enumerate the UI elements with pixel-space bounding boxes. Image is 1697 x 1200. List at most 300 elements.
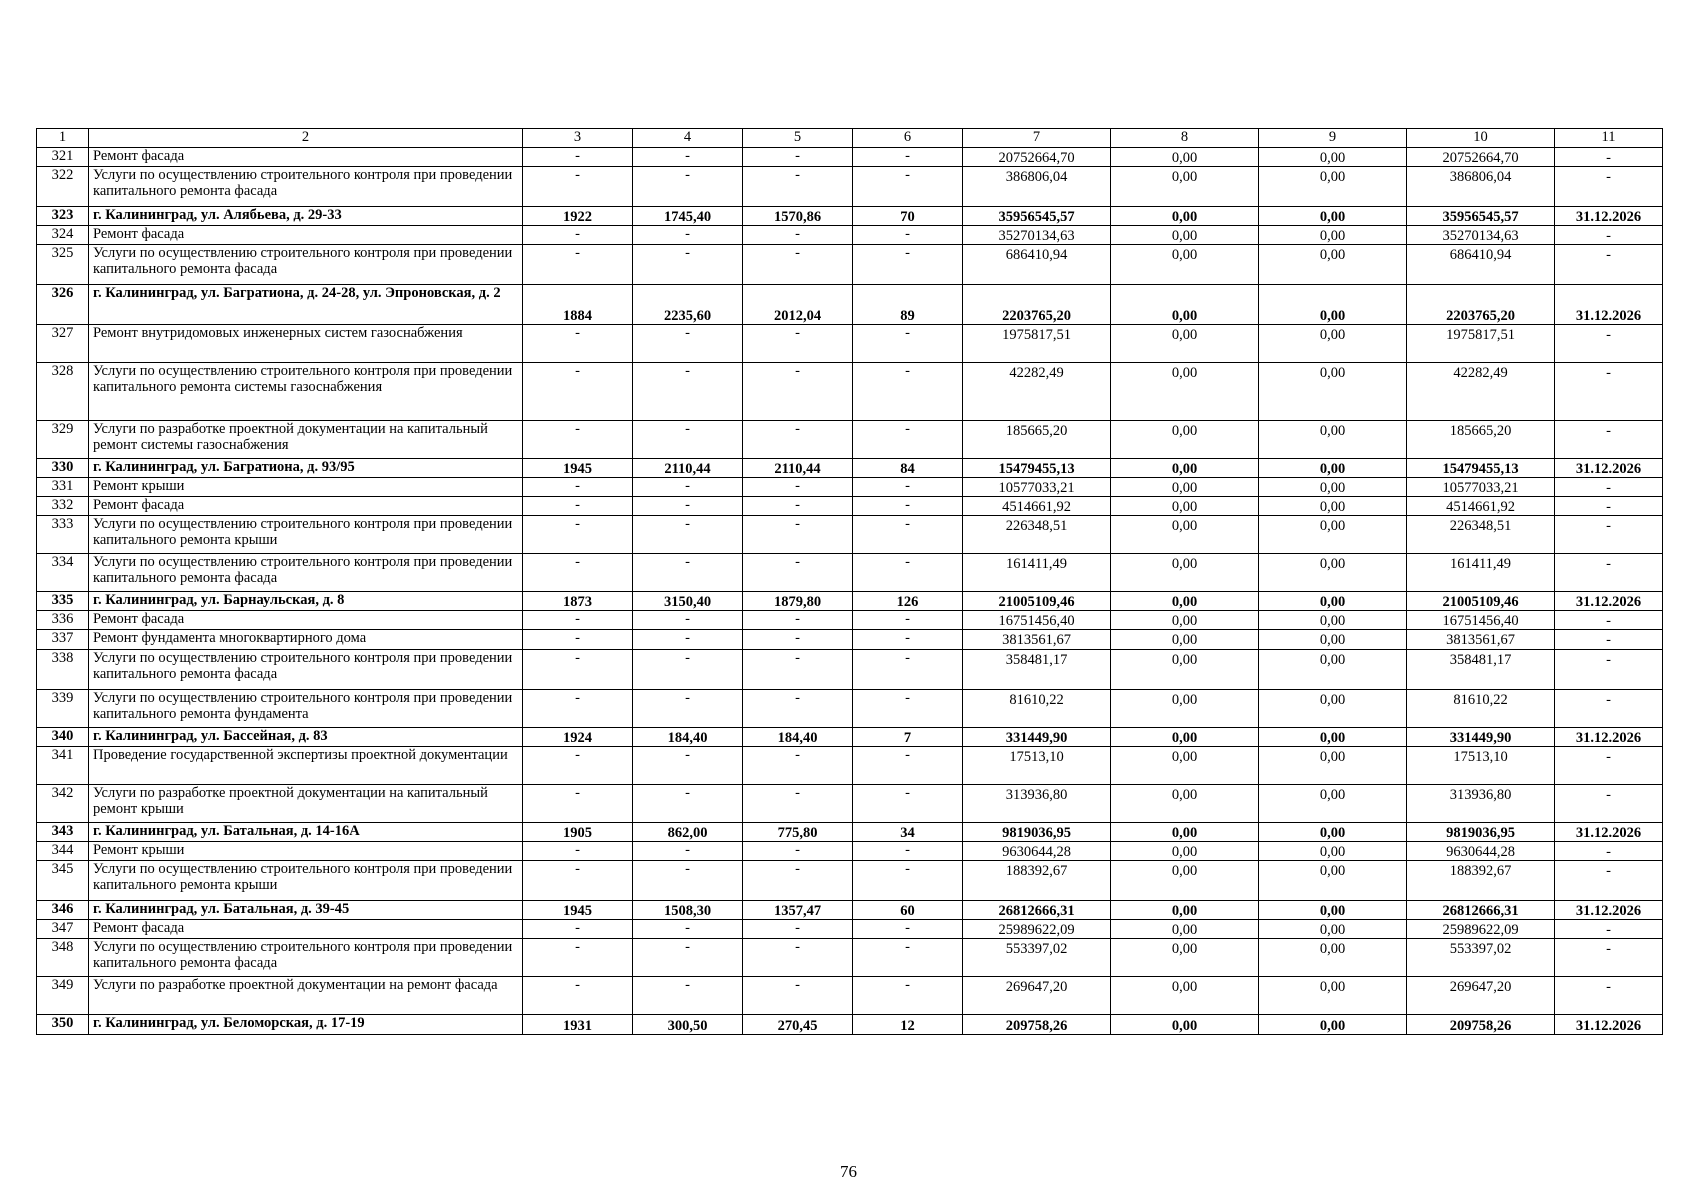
column-6-cell: 70 [853,207,963,226]
column-10-cell: 21005109,46 [1407,592,1555,611]
column-5-cell: - [743,611,853,630]
column-header-6: 6 [853,129,963,148]
row-number-cell: 328 [37,363,89,421]
column-6-cell: - [853,650,963,690]
column-4-cell: - [633,325,743,363]
column-5-cell: - [743,363,853,421]
column-3-cell: 1945 [523,901,633,920]
work-type-cell: Проведение государственной экспертизы проектной документации [89,747,523,785]
column-10-cell: 188392,67 [1407,861,1555,901]
column-header-2: 2 [89,129,523,148]
column-11-cell: - [1555,516,1663,554]
row-number-cell: 331 [37,478,89,497]
column-9-cell: 0,00 [1259,611,1407,630]
column-7-cell: 188392,67 [963,861,1111,901]
column-10-cell: 35270134,63 [1407,226,1555,245]
row-number-cell: 336 [37,611,89,630]
column-4-cell: - [633,497,743,516]
column-7-cell: 9630644,28 [963,842,1111,861]
column-3-cell: 1931 [523,1015,633,1035]
row-number-cell: 350 [37,1015,89,1035]
row-number-cell: 326 [37,285,89,325]
column-10-cell: 1975817,51 [1407,325,1555,363]
work-type-cell: Ремонт крыши [89,478,523,497]
work-type-cell: Услуги по разработке проектной документации на капитальный ремонт крыши [89,785,523,823]
column-4-cell: - [633,977,743,1015]
column-11-cell: - [1555,167,1663,207]
column-10-cell: 553397,02 [1407,939,1555,977]
column-11-cell: 31.12.2026 [1555,901,1663,920]
column-4-cell: - [633,421,743,459]
table-row [37,630,1663,650]
column-7-cell: 358481,17 [963,650,1111,690]
column-6-cell: 7 [853,728,963,747]
column-11-cell: - [1555,977,1663,1015]
repair-program-table [36,128,1663,1035]
column-8-cell: 0,00 [1111,478,1259,497]
column-5-cell: - [743,861,853,901]
column-9-cell: 0,00 [1259,167,1407,207]
column-10-cell: 313936,80 [1407,785,1555,823]
column-9-cell: 0,00 [1259,842,1407,861]
column-6-cell: 60 [853,901,963,920]
column-11-cell: 31.12.2026 [1555,285,1663,325]
column-10-cell: 15479455,13 [1407,459,1555,478]
column-9-cell: 0,00 [1259,363,1407,421]
table-row [37,977,1663,1015]
column-10-cell: 35956545,57 [1407,207,1555,226]
column-3-cell: - [523,363,633,421]
column-6-cell: - [853,226,963,245]
column-9-cell: 0,00 [1259,939,1407,977]
work-type-cell: Ремонт фундамента многоквартирного дома [89,630,523,650]
column-9-cell: 0,00 [1259,554,1407,592]
column-3-cell: 1884 [523,285,633,325]
column-7-cell: 35956545,57 [963,207,1111,226]
column-9-cell: 0,00 [1259,516,1407,554]
column-9-cell: 0,00 [1259,650,1407,690]
column-7-cell: 331449,90 [963,728,1111,747]
column-11-cell: - [1555,497,1663,516]
column-9-cell: 0,00 [1259,459,1407,478]
column-header-8: 8 [1111,129,1259,148]
table-row [37,516,1663,554]
column-8-cell: 0,00 [1111,939,1259,977]
column-7-cell: 16751456,40 [963,611,1111,630]
address-cell: г. Калининград, ул. Барнаульская, д. 8 [89,592,523,611]
row-number-cell: 333 [37,516,89,554]
work-type-cell: Услуги по осуществлению строительного контроля при проведении капитального ремонта системы газоснабжения [89,363,523,421]
column-9-cell: 0,00 [1259,785,1407,823]
table-row-building [37,728,1663,747]
column-9-cell: 0,00 [1259,747,1407,785]
table-row [37,226,1663,245]
column-header-7: 7 [963,129,1111,148]
column-6-cell: - [853,167,963,207]
column-5-cell: - [743,226,853,245]
column-7-cell: 26812666,31 [963,901,1111,920]
table-row-building [37,592,1663,611]
table-row-building [37,823,1663,842]
column-10-cell: 9819036,95 [1407,823,1555,842]
column-3-cell: - [523,977,633,1015]
column-9-cell: 0,00 [1259,285,1407,325]
column-5-cell: 1357,47 [743,901,853,920]
column-6-cell: - [853,939,963,977]
table-row [37,785,1663,823]
column-10-cell: 4514661,92 [1407,497,1555,516]
table-row-building [37,1015,1663,1035]
column-9-cell: 0,00 [1259,977,1407,1015]
column-10-cell: 9630644,28 [1407,842,1555,861]
column-9-cell: 0,00 [1259,245,1407,285]
column-5-cell: 1879,80 [743,592,853,611]
work-type-cell: Ремонт фасада [89,920,523,939]
column-11-cell: - [1555,842,1663,861]
row-number-cell: 329 [37,421,89,459]
column-4-cell: - [633,245,743,285]
row-number-cell: 349 [37,977,89,1015]
column-10-cell: 3813561,67 [1407,630,1555,650]
column-7-cell: 226348,51 [963,516,1111,554]
column-4-cell: - [633,554,743,592]
column-7-cell: 10577033,21 [963,478,1111,497]
row-number-cell: 347 [37,920,89,939]
column-8-cell: 0,00 [1111,690,1259,728]
column-4-cell: 2110,44 [633,459,743,478]
table-row [37,478,1663,497]
table-row [37,920,1663,939]
column-8-cell: 0,00 [1111,592,1259,611]
column-3-cell: - [523,421,633,459]
row-number-cell: 346 [37,901,89,920]
address-cell: г. Калининград, ул. Бассейная, д. 83 [89,728,523,747]
column-5-cell: - [743,842,853,861]
column-6-cell: - [853,785,963,823]
column-5-cell: - [743,325,853,363]
column-11-cell: - [1555,245,1663,285]
column-8-cell: 0,00 [1111,516,1259,554]
column-header-5: 5 [743,129,853,148]
column-6-cell: - [853,363,963,421]
column-4-cell: - [633,939,743,977]
column-7-cell: 25989622,09 [963,920,1111,939]
row-number-cell: 330 [37,459,89,478]
column-5-cell: - [743,497,853,516]
column-8-cell: 0,00 [1111,920,1259,939]
column-header-9: 9 [1259,129,1407,148]
address-cell: г. Калининград, ул. Алябьева, д. 29-33 [89,207,523,226]
column-4-cell: - [633,148,743,167]
column-7-cell: 2203765,20 [963,285,1111,325]
column-11-cell: - [1555,939,1663,977]
column-4-cell: 300,50 [633,1015,743,1035]
column-header-10: 10 [1407,129,1555,148]
row-number-cell: 325 [37,245,89,285]
table-row [37,747,1663,785]
column-4-cell: 3150,40 [633,592,743,611]
table-row [37,325,1663,363]
column-5-cell: 1570,86 [743,207,853,226]
column-8-cell: 0,00 [1111,901,1259,920]
column-4-cell: - [633,516,743,554]
column-3-cell: - [523,148,633,167]
column-5-cell: 775,80 [743,823,853,842]
column-10-cell: 42282,49 [1407,363,1555,421]
column-3-cell: - [523,842,633,861]
column-11-cell: 31.12.2026 [1555,459,1663,478]
column-7-cell: 553397,02 [963,939,1111,977]
row-number-cell: 345 [37,861,89,901]
column-11-cell: - [1555,861,1663,901]
column-6-cell: - [853,478,963,497]
column-6-cell: - [853,977,963,1015]
work-type-cell: Ремонт фасада [89,497,523,516]
row-number-cell: 334 [37,554,89,592]
column-4-cell: 862,00 [633,823,743,842]
column-5-cell: - [743,920,853,939]
column-7-cell: 35270134,63 [963,226,1111,245]
column-7-cell: 20752664,70 [963,148,1111,167]
address-cell: г. Калининград, ул. Батальная, д. 39-45 [89,901,523,920]
column-3-cell: 1924 [523,728,633,747]
column-3-cell: 1873 [523,592,633,611]
row-number-cell: 335 [37,592,89,611]
table-body [37,148,1663,1035]
column-9-cell: 0,00 [1259,901,1407,920]
column-9-cell: 0,00 [1259,497,1407,516]
column-7-cell: 313936,80 [963,785,1111,823]
column-8-cell: 0,00 [1111,285,1259,325]
address-cell: г. Калининград, ул. Беломорская, д. 17-19 [89,1015,523,1035]
column-9-cell: 0,00 [1259,207,1407,226]
column-4-cell: - [633,630,743,650]
column-5-cell: - [743,977,853,1015]
row-number-cell: 323 [37,207,89,226]
column-5-cell: - [743,554,853,592]
column-3-cell: - [523,497,633,516]
column-3-cell: - [523,611,633,630]
address-cell: г. Калининград, ул. Батальная, д. 14-16А [89,823,523,842]
column-11-cell: - [1555,325,1663,363]
column-8-cell: 0,00 [1111,207,1259,226]
column-6-cell: 89 [853,285,963,325]
table-row-building [37,285,1663,325]
column-7-cell: 3813561,67 [963,630,1111,650]
column-5-cell: - [743,650,853,690]
column-11-cell: 31.12.2026 [1555,1015,1663,1035]
column-4-cell: - [633,611,743,630]
column-8-cell: 0,00 [1111,823,1259,842]
column-4-cell: - [633,363,743,421]
column-3-cell: - [523,939,633,977]
column-7-cell: 1975817,51 [963,325,1111,363]
column-6-cell: - [853,611,963,630]
column-5-cell: 184,40 [743,728,853,747]
column-7-cell: 386806,04 [963,167,1111,207]
column-3-cell: - [523,554,633,592]
column-5-cell: - [743,167,853,207]
column-6-cell: - [853,630,963,650]
address-cell: г. Калининград, ул. Багратиона, д. 24-28, ул. Эпроновская, д. 2 [89,285,523,325]
column-6-cell: - [853,920,963,939]
work-type-cell: Услуги по осуществлению строительного контроля при проведении капитального ремонта фасада [89,650,523,690]
column-header-11: 11 [1555,129,1663,148]
column-5-cell: 2110,44 [743,459,853,478]
work-type-cell: Услуги по осуществлению строительного контроля при проведении капитального ремонта фасада [89,554,523,592]
column-8-cell: 0,00 [1111,728,1259,747]
column-7-cell: 81610,22 [963,690,1111,728]
column-4-cell: - [633,747,743,785]
work-type-cell: Ремонт фасада [89,611,523,630]
column-10-cell: 269647,20 [1407,977,1555,1015]
column-5-cell: - [743,421,853,459]
column-11-cell: - [1555,363,1663,421]
column-3-cell: - [523,167,633,207]
column-8-cell: 0,00 [1111,630,1259,650]
column-9-cell: 0,00 [1259,226,1407,245]
column-3-cell: 1905 [523,823,633,842]
column-5-cell: - [743,148,853,167]
column-5-cell: - [743,245,853,285]
column-9-cell: 0,00 [1259,592,1407,611]
table-row-building [37,207,1663,226]
column-4-cell: - [633,842,743,861]
row-number-cell: 340 [37,728,89,747]
column-7-cell: 42282,49 [963,363,1111,421]
column-8-cell: 0,00 [1111,842,1259,861]
column-4-cell: 1745,40 [633,207,743,226]
column-3-cell: - [523,785,633,823]
column-11-cell: - [1555,747,1663,785]
column-8-cell: 0,00 [1111,861,1259,901]
column-8-cell: 0,00 [1111,785,1259,823]
work-type-cell: Ремонт крыши [89,842,523,861]
column-5-cell: - [743,630,853,650]
column-8-cell: 0,00 [1111,554,1259,592]
column-3-cell: - [523,630,633,650]
row-number-cell: 338 [37,650,89,690]
column-10-cell: 26812666,31 [1407,901,1555,920]
column-11-cell: - [1555,690,1663,728]
table-row-building [37,901,1663,920]
column-3-cell: - [523,690,633,728]
column-6-cell: - [853,690,963,728]
column-4-cell: - [633,920,743,939]
column-8-cell: 0,00 [1111,977,1259,1015]
column-10-cell: 17513,10 [1407,747,1555,785]
column-9-cell: 0,00 [1259,823,1407,842]
column-7-cell: 15479455,13 [963,459,1111,478]
table-row [37,421,1663,459]
table-row [37,690,1663,728]
column-4-cell: 1508,30 [633,901,743,920]
column-6-cell: 84 [853,459,963,478]
column-9-cell: 0,00 [1259,690,1407,728]
column-11-cell: 31.12.2026 [1555,592,1663,611]
column-9-cell: 0,00 [1259,421,1407,459]
row-number-cell: 348 [37,939,89,977]
work-type-cell: Услуги по осуществлению строительного контроля при проведении капитального ремонта крыши [89,516,523,554]
work-type-cell: Услуги по разработке проектной документации на капитальный ремонт системы газоснабжения [89,421,523,459]
column-10-cell: 185665,20 [1407,421,1555,459]
column-7-cell: 21005109,46 [963,592,1111,611]
column-11-cell: - [1555,650,1663,690]
column-9-cell: 0,00 [1259,861,1407,901]
column-3-cell: - [523,245,633,285]
work-type-cell: Ремонт фасада [89,148,523,167]
column-5-cell: - [743,785,853,823]
column-10-cell: 686410,94 [1407,245,1555,285]
column-10-cell: 358481,17 [1407,650,1555,690]
column-11-cell: - [1555,630,1663,650]
column-header-4: 4 [633,129,743,148]
column-7-cell: 269647,20 [963,977,1111,1015]
column-number-row [37,129,1663,148]
column-3-cell: - [523,226,633,245]
column-8-cell: 0,00 [1111,167,1259,207]
column-9-cell: 0,00 [1259,920,1407,939]
column-6-cell: 34 [853,823,963,842]
column-6-cell: - [853,554,963,592]
column-9-cell: 0,00 [1259,325,1407,363]
column-3-cell: - [523,325,633,363]
column-11-cell: 31.12.2026 [1555,728,1663,747]
column-5-cell: - [743,690,853,728]
table-row [37,611,1663,630]
column-7-cell: 209758,26 [963,1015,1111,1035]
column-4-cell: - [633,226,743,245]
column-8-cell: 0,00 [1111,421,1259,459]
column-3-cell: - [523,747,633,785]
column-header-3: 3 [523,129,633,148]
column-11-cell: 31.12.2026 [1555,207,1663,226]
column-6-cell: 12 [853,1015,963,1035]
column-4-cell: - [633,861,743,901]
column-8-cell: 0,00 [1111,245,1259,285]
column-6-cell: - [853,842,963,861]
row-number-cell: 324 [37,226,89,245]
column-6-cell: - [853,516,963,554]
column-5-cell: 2012,04 [743,285,853,325]
column-11-cell: - [1555,148,1663,167]
column-11-cell: - [1555,611,1663,630]
column-10-cell: 209758,26 [1407,1015,1555,1035]
column-4-cell: - [633,690,743,728]
column-11-cell: 31.12.2026 [1555,823,1663,842]
column-8-cell: 0,00 [1111,459,1259,478]
column-3-cell: - [523,861,633,901]
column-4-cell: - [633,478,743,497]
column-8-cell: 0,00 [1111,497,1259,516]
column-9-cell: 0,00 [1259,630,1407,650]
column-5-cell: - [743,747,853,785]
row-number-cell: 343 [37,823,89,842]
row-number-cell: 332 [37,497,89,516]
column-9-cell: 0,00 [1259,148,1407,167]
table-row [37,497,1663,516]
row-number-cell: 341 [37,747,89,785]
column-3-cell: - [523,650,633,690]
column-8-cell: 0,00 [1111,611,1259,630]
work-type-cell: Услуги по осуществлению строительного контроля при проведении капитального ремонта фасада [89,167,523,207]
column-10-cell: 161411,49 [1407,554,1555,592]
column-10-cell: 16751456,40 [1407,611,1555,630]
column-6-cell: - [853,747,963,785]
column-4-cell: - [633,650,743,690]
column-8-cell: 0,00 [1111,325,1259,363]
work-type-cell: Ремонт внутридомовых инженерных систем газоснабжения [89,325,523,363]
